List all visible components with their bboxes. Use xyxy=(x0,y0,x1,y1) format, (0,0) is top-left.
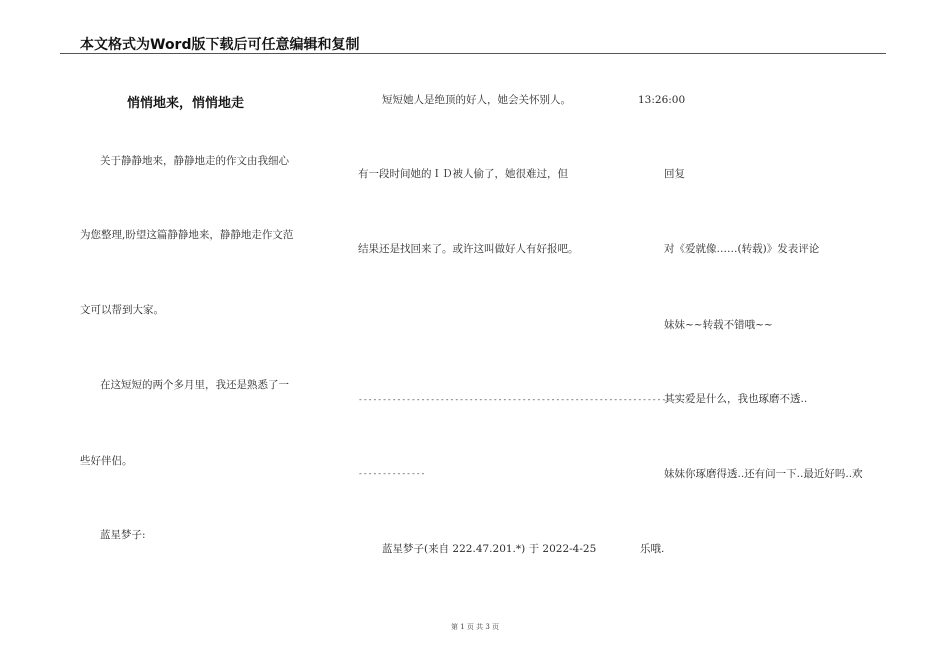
col3-line-3: 对《爱就像……(转载)》发表评论 xyxy=(664,243,820,255)
col1-line-2: 为您整理,盼望这篇静静地来，静静地走作文范 xyxy=(80,229,294,241)
document-title: 悄悄地来，悄悄地走 xyxy=(127,96,245,111)
col1-line-4: 在这短短的两个多月里，我还是熟悉了一 xyxy=(100,379,289,391)
col3-line-7: 乐哦. xyxy=(640,543,665,555)
document-header: 本文格式为Word版下载后可任意编辑和复制 xyxy=(80,37,360,53)
col1-line-3: 文可以帮到大家。 xyxy=(80,304,164,316)
col3-line-5: 其实爱是什么，我也琢磨不透.. xyxy=(664,393,808,405)
page-footer: 第 1 页 共 3 页 xyxy=(450,623,500,631)
col3-line-1: 13:26:00 xyxy=(638,94,686,106)
col3-line-6: 妹妹你琢磨得透..还有问一下..最近好吗..欢 xyxy=(664,468,863,480)
col3-line-2: 回复 xyxy=(664,168,685,180)
col1-line-6: 蓝星梦子: xyxy=(100,529,146,541)
col2-line-1: 短短她人是绝顶的好人，她会关怀别人。 xyxy=(382,94,571,106)
col2-line-2: 有一段时间她的ＩＤ被人偷了，她很难过，但 xyxy=(358,168,568,180)
col2-line-3: 结果还是找回来了。或许这叫做好人有好报吧。 xyxy=(358,243,579,255)
col2-dash-separator-1: --------------------------------------------------------------------- xyxy=(358,395,691,404)
col1-line-1: 关于静静地来，静静地走的作文由我细心 xyxy=(100,155,289,167)
col2-line-6: 蓝星梦子(来自 222.47.201.*) 于 2022-4-25 xyxy=(382,543,597,555)
header-rule xyxy=(60,53,886,54)
col2-dash-separator-2: -------------- xyxy=(358,469,426,478)
col3-line-4: 妹妹~~转载不错哦~~ xyxy=(664,319,773,331)
col1-line-5: 些好伴侣。 xyxy=(80,455,133,467)
